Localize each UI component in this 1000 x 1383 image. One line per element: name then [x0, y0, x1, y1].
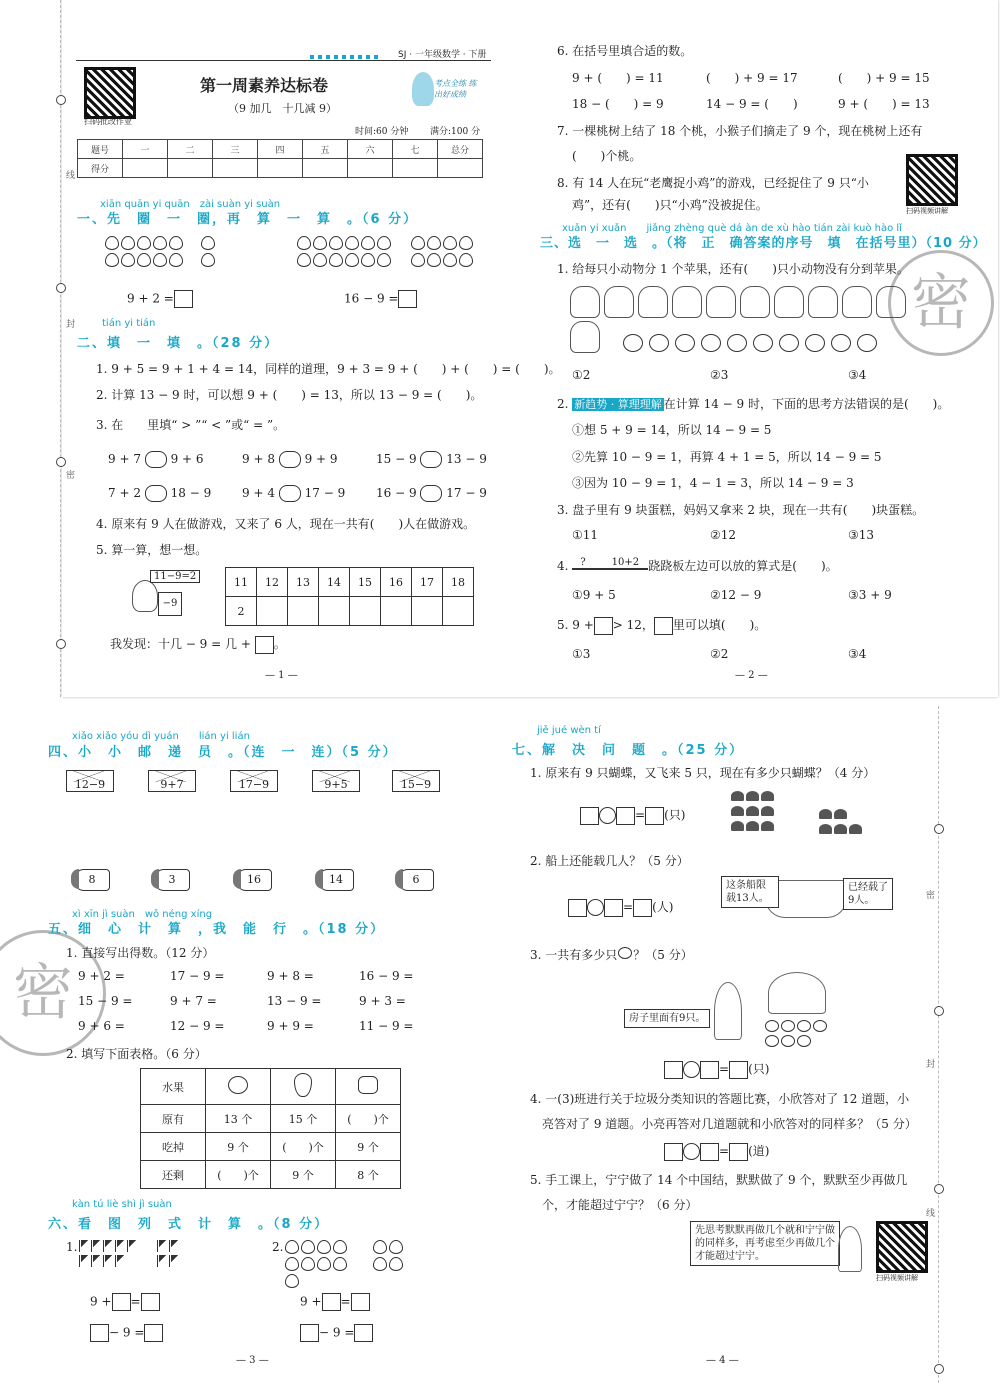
binding-hole: [934, 1364, 944, 1374]
answer-box[interactable]: [633, 899, 652, 917]
pinyin: xiǎo xiǎo yóu dì yuán lián yi lián: [72, 731, 250, 742]
seal-stamp: 密: [888, 250, 994, 356]
score-table: [77, 139, 483, 178]
option[interactable]: ②3: [710, 368, 729, 382]
fill-item: ( ) + 9 = 15: [838, 71, 930, 85]
answer-box[interactable]: [616, 807, 635, 825]
section-1-title: 一、先 圈 一 圈，再 算 一 算 。（6 分）: [77, 212, 419, 227]
question: 5. 9 + > 12， 里可以填( )。: [557, 616, 766, 635]
grid-blank[interactable]: [443, 597, 474, 626]
section-4-title: 四、小 小 邮 递 员 。（连 一 连）（5 分）: [48, 745, 398, 760]
question: 2. 计算 13 − 9 时，可以想 9 + ( ) = 13，所以 13 − 9 = ( )。: [96, 388, 483, 402]
question: 1. 原来有 9 只蝴蝶，又飞来 5 只，现在有多少只蝴蝶？（4 分）: [530, 766, 876, 780]
flags-group: [78, 1240, 148, 1270]
question: 1. 给每只小动物分 1 个苹果，还有( )只小动物没有分到苹果。: [557, 262, 909, 276]
calc-item: 9 + 8 =: [267, 969, 314, 983]
qr-code-icon[interactable]: [906, 154, 958, 206]
equation: = (道): [664, 1142, 769, 1161]
series-label: SJ · 一年级数学 · 下册: [398, 50, 487, 60]
question: 8. 有 14 人在玩“老鹰捉小鸡”的游戏，已经捉住了 9 只“小: [557, 176, 869, 190]
option[interactable]: ③4: [848, 368, 867, 382]
calc-item: 16 − 9 =: [359, 969, 414, 983]
envelope[interactable]: 12−9: [66, 770, 114, 792]
binding-hole: [934, 1006, 944, 1016]
section-5-title: 五、细 心 计 算 ，我 能 行 。（18 分）: [48, 922, 386, 937]
score-cell: 三: [213, 140, 258, 159]
compare-blank[interactable]: [279, 451, 301, 468]
option[interactable]: ③3 + 9: [848, 588, 892, 602]
compare-blank[interactable]: [145, 485, 167, 502]
apple-icon: [206, 1069, 271, 1105]
score-input[interactable]: [348, 159, 393, 178]
snails-group: [764, 1020, 834, 1050]
question: 1. 9 + 5 = 9 + 1 + 4 = 14，同样的道理，9 + 3 = 9 + ( ) + ( ) = ( )。: [96, 362, 561, 376]
question: 2. 新趋势 · 算理理解 在计算 14 − 9 时，下面的思考方法错误的是( )。: [557, 397, 950, 411]
equation: 9 + 2 =: [127, 290, 193, 308]
option[interactable]: ①2: [572, 368, 591, 382]
section-6-title: 六、看 图 列 式 计 算 。（8 分）: [48, 1217, 330, 1232]
answer-box[interactable]: [300, 1324, 319, 1342]
compare-item: 9 + 8 9 + 9: [242, 452, 338, 466]
seal-stamp: 密: [0, 930, 106, 1056]
tomato-group: [410, 236, 480, 270]
option[interactable]: ①想 5 + 9 = 14，所以 14 − 9 = 5: [572, 423, 772, 437]
girl-figure: [714, 982, 742, 1040]
question: 2. 填写下面表格。（6 分）: [66, 1047, 207, 1061]
binding-hole: [934, 1184, 944, 1194]
mailbox[interactable]: 3: [154, 869, 190, 891]
binding-hole: [56, 283, 66, 293]
compare-item: 15 − 9 13 − 9: [376, 452, 487, 466]
answer-box[interactable]: [351, 1293, 370, 1311]
qr-label: 扫码视频讲解: [906, 207, 948, 215]
side-mark: 密: [66, 471, 76, 481]
pinyin: xì xīn jì suàn wǒ néng xíng: [72, 909, 213, 920]
question: 2. 船上还能载几人？（5 分）: [530, 854, 689, 868]
compare-blank[interactable]: [420, 485, 442, 502]
operator-blank[interactable]: [599, 807, 616, 824]
option[interactable]: ①11: [572, 528, 599, 542]
sign: 11−9=2: [150, 570, 200, 583]
option[interactable]: ③4: [848, 647, 867, 661]
fill-item: ( ) + 9 = 17: [706, 71, 798, 85]
calc-item: 9 + 2 =: [78, 969, 125, 983]
score-input[interactable]: [168, 159, 213, 178]
option[interactable]: ②12 − 9: [710, 588, 762, 602]
binding-hole: [56, 639, 66, 649]
question: ( )个桃。: [572, 149, 642, 163]
speech-bubble: 先思考默默再做几个就和宁宁做的同样多，再考虑至少再做几个才能超过宁宁。: [690, 1221, 840, 1266]
question: 7. 一棵桃树上结了 18 个桃，小猴子们摘走了 9 个，现在桃树上还有: [557, 124, 923, 138]
score-cell: 六: [348, 140, 393, 159]
compare-item: 9 + 4 17 − 9: [242, 486, 346, 500]
score-input[interactable]: [303, 159, 348, 178]
side-mark: 封: [66, 320, 76, 330]
score-input[interactable]: [393, 159, 438, 178]
equation: − 9 =: [90, 1324, 163, 1342]
page-number: — 1 —: [265, 670, 298, 681]
speech-bubble: 已经载了9人。: [843, 878, 893, 910]
calc-item: 17 − 9 =: [170, 969, 225, 983]
page-subtitle: （9 加几 十几减 9）: [228, 102, 337, 115]
binding-hole: [934, 824, 944, 834]
compare-item: 16 − 9 17 − 9: [376, 486, 487, 500]
question: 5. 手工课上，宁宁做了 14 个中国结，默默做了 9 个，默默至少再做几: [530, 1173, 908, 1187]
side-mark: 线: [66, 171, 76, 181]
pinyin: tián yi tián: [102, 318, 156, 329]
answer-box[interactable]: [354, 1324, 373, 1342]
side-mark: 密: [926, 891, 936, 901]
equation: − 9 =: [300, 1324, 373, 1342]
question: 亮答对了 9 道题。小亮再答对几道题就和小欣答对的同样多？（5 分）: [542, 1117, 917, 1131]
discovery: 我发现：十几 − 9 = 几 + 。: [110, 635, 286, 654]
score-input[interactable]: [123, 159, 168, 178]
compare-blank[interactable]: [420, 451, 442, 468]
peach-group: [284, 1240, 354, 1291]
answer-box[interactable]: [645, 807, 664, 825]
answer-box[interactable]: [174, 290, 193, 308]
calc-item: 15 − 9 =: [78, 994, 133, 1008]
answer-box[interactable]: [664, 1143, 683, 1161]
fill-item: 9 + ( ) = 11: [572, 71, 664, 85]
answer-box[interactable]: [729, 1143, 748, 1161]
mailbox[interactable]: 16: [236, 869, 272, 891]
score-cell: 七: [393, 140, 438, 159]
score-input[interactable]: [213, 159, 258, 178]
mascot-logo: 考点全练 练出好成绩: [412, 72, 492, 112]
option[interactable]: ③因为 10 − 9 = 1，4 − 1 = 3，所以 14 − 9 = 3: [572, 476, 854, 490]
speech-bubble: 这条船限载13人。: [721, 876, 779, 908]
grid-blank[interactable]: [288, 597, 319, 626]
envelope[interactable]: 9+5: [312, 770, 360, 792]
pinyin: xiān quān yi quān zài suàn yi suàn: [100, 199, 281, 210]
calc-item: 9 + 9 =: [267, 1019, 314, 1033]
pinyin: xuǎn yi xuǎn jiǎng zhèng què dá àn de xù hào tián zài kuò hào lǐ: [562, 223, 902, 234]
answer-box[interactable]: [594, 617, 613, 635]
option[interactable]: ②12: [710, 528, 737, 542]
item-number: 2.: [272, 1240, 284, 1254]
answer-box[interactable]: [112, 1293, 131, 1311]
compare-item: 7 + 2 18 − 9: [108, 486, 212, 500]
butterflies-group: [818, 808, 882, 838]
operator-blank[interactable]: [587, 899, 604, 916]
grid-blank[interactable]: [350, 597, 381, 626]
operator-blank[interactable]: [683, 1143, 700, 1160]
fill-item: 18 − ( ) = 9: [572, 97, 664, 111]
dragonfruit-icon: [336, 1069, 401, 1105]
mailbox[interactable]: 8: [74, 869, 110, 891]
mushroom-house: [768, 972, 826, 1014]
score-cell: 二: [168, 140, 213, 159]
answer-box[interactable]: [255, 636, 274, 654]
monkey-icon: [132, 580, 158, 612]
question: 4. 一(3)班进行关于垃圾分类知识的答题比赛，小欣答对了 12 道题，小: [530, 1092, 910, 1106]
question: 3. 在 里填“ > ”“ < ”或“ = ”。: [96, 418, 286, 432]
cube-box: −9: [158, 592, 182, 616]
question: 鸡”，还有( )只“小鸡”没被捉住。: [572, 198, 768, 212]
side-mark: 线: [926, 1209, 936, 1219]
apples-row: [620, 334, 890, 355]
option[interactable]: ③13: [848, 528, 875, 542]
grid-blank[interactable]: [412, 597, 443, 626]
compare-blank[interactable]: [279, 485, 301, 502]
snail-icon: [618, 947, 632, 959]
page-number: — 4 —: [706, 1355, 739, 1366]
grid-blank[interactable]: [319, 597, 350, 626]
qr-label: 扫码批改作业: [84, 117, 132, 126]
butterflies-group: [730, 790, 794, 835]
question: 4. ? 10+2 跷跷板左边可以放的算式是( )。: [557, 557, 838, 573]
question: 个，才能超过宁宁？（6 分）: [542, 1198, 698, 1212]
equation: = (只): [664, 1060, 769, 1079]
compare-blank[interactable]: [145, 451, 167, 468]
item-number: 1.: [66, 1240, 78, 1254]
score-cell: 题号: [78, 140, 123, 159]
compare-item: 9 + 7 9 + 6: [108, 452, 204, 466]
tomato-group: [296, 236, 392, 270]
answer-box[interactable]: [700, 1061, 719, 1079]
answer-box[interactable]: [568, 899, 587, 917]
score-cell: 一: [123, 140, 168, 159]
fruit-table: 水果 原有 13 个 15 个 ( )个 吃掉 9 个 ( )个 9 个 还剩 ( )个 9 个 8 个: [140, 1068, 401, 1189]
score-input[interactable]: [438, 159, 483, 178]
binding-line: [938, 706, 939, 1383]
operator-blank[interactable]: [683, 1061, 700, 1078]
calc-item: 9 + 6 =: [78, 1019, 125, 1033]
answer-box[interactable]: [580, 807, 599, 825]
score-cell: 四: [258, 140, 303, 159]
option[interactable]: ②2: [710, 647, 729, 661]
qr-label: 扫码视频讲解: [876, 1274, 918, 1282]
peach-group: [372, 1240, 412, 1274]
score-cell: 五: [303, 140, 348, 159]
page-number: — 3 —: [236, 1355, 269, 1366]
answer-box[interactable]: [729, 1061, 748, 1079]
number-grid: 11 12 13 14 15 16 17 18 2: [225, 567, 474, 626]
equation: 9 + =: [300, 1293, 370, 1311]
strawberry-group: [200, 236, 220, 270]
binding-hole: [56, 95, 66, 105]
score-cell: 总分: [438, 140, 483, 159]
mailbox[interactable]: 6: [398, 869, 434, 891]
answer-box[interactable]: [604, 899, 623, 917]
calc-item: 9 + 3 =: [359, 994, 406, 1008]
answer-box[interactable]: [144, 1324, 163, 1342]
side-mark: 封: [926, 1060, 936, 1070]
answer-box[interactable]: [700, 1143, 719, 1161]
calc-item: 11 − 9 =: [359, 1019, 414, 1033]
section-2-title: 二、填 一 填 。（28 分）: [77, 336, 280, 351]
equation: 9 + =: [90, 1293, 160, 1311]
envelope[interactable]: 15−9: [392, 770, 440, 792]
grid-blank[interactable]: [381, 597, 412, 626]
answer-box[interactable]: [322, 1293, 341, 1311]
answer-box[interactable]: [664, 1061, 683, 1079]
option[interactable]: ②先算 10 − 9 = 1，再算 4 + 1 = 5，所以 14 − 9 = 5: [572, 450, 882, 464]
pinyin: jiě jué wèn tí: [537, 725, 601, 736]
pinyin: kàn tú liè shì jì suàn: [72, 1199, 172, 1210]
equation: 16 − 9 =: [344, 290, 417, 308]
equation: = (只): [580, 806, 685, 825]
answer-box[interactable]: [90, 1324, 109, 1342]
option[interactable]: ①3: [572, 647, 591, 661]
option[interactable]: ①9 + 5: [572, 588, 616, 602]
full-score: 满分:100 分: [430, 127, 481, 137]
page-number: — 2 —: [735, 670, 768, 681]
question: 1. 直接写出得数。（12 分）: [66, 946, 215, 960]
question: 6. 在括号里填合适的数。: [557, 44, 693, 58]
pear-icon: [271, 1069, 336, 1105]
calc-item: 13 − 9 =: [267, 994, 322, 1008]
calc-item: 9 + 7 =: [170, 994, 217, 1008]
equation: = (人): [568, 898, 673, 917]
trend-tag: 新趋势 · 算理理解: [574, 398, 662, 411]
score-input[interactable]: [258, 159, 303, 178]
header-rule: [76, 60, 491, 61]
section-7-title: 七、解 决 问 题 。（25 分）: [512, 743, 745, 758]
calc-item: 12 − 9 =: [170, 1019, 225, 1033]
boy-figure: [838, 1226, 862, 1272]
section-3-title: 三、选 一 选 。（将 正 确答案的序号 填 在括号里）（10 分）: [540, 236, 987, 251]
question: 3. 盘子里有 9 块蛋糕，妈妈又拿来 2 块，现在一共有( )块蛋糕。: [557, 503, 925, 517]
score-cell: 得分: [78, 159, 123, 178]
question: 3. 一共有多少只 ？（5 分）: [530, 948, 693, 962]
header-dots: [310, 55, 380, 59]
envelope[interactable]: 17−9: [230, 770, 278, 792]
answer-box[interactable]: [398, 290, 417, 308]
question: 4. 原来有 9 人在做游戏，又来了 6 人，现在一共有( )人在做游戏。: [96, 517, 476, 531]
mailbox[interactable]: 14: [318, 869, 354, 891]
question: 5. 算一算，想一想。: [96, 543, 208, 557]
fill-item: 14 − 9 = ( ): [706, 97, 798, 111]
answer-box[interactable]: [141, 1293, 160, 1311]
envelope[interactable]: 9+7: [148, 770, 196, 792]
fill-item: 9 + ( ) = 13: [838, 97, 930, 111]
grid-blank[interactable]: [257, 597, 288, 626]
qr-code-icon[interactable]: [84, 67, 136, 119]
flags-group: [156, 1240, 186, 1270]
qr-code-icon[interactable]: [876, 1221, 928, 1273]
page-title: 第一周素养达标卷: [200, 76, 329, 95]
speech-bubble: 房子里面有9只。: [624, 1009, 710, 1028]
time-limit: 时间:60 分钟: [355, 127, 409, 137]
strawberry-group: [104, 236, 184, 270]
binding-hole: [56, 457, 66, 467]
answer-box[interactable]: [654, 617, 673, 635]
